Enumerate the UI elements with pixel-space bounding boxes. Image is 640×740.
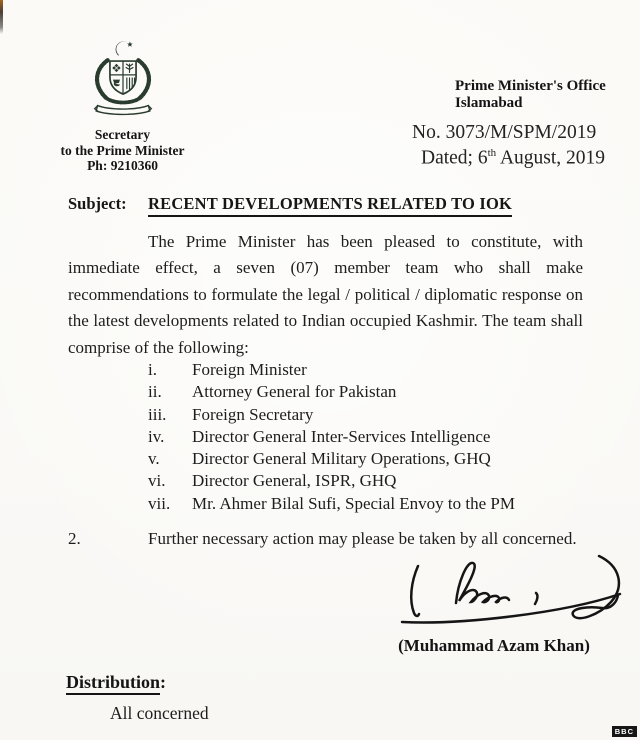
- letterhead-right: [455, 78, 606, 112]
- list-member: Director General Military Operations, GHQ: [192, 449, 491, 469]
- list-numeral: v.: [148, 449, 160, 469]
- list-numeral: i.: [148, 360, 157, 379]
- body-paragraph: The Prime Minister has been pleased to constitute, with immediate effect, a seven (07) member team who shall make recommendations to formulate the legal / political / diplomatic response on the latest developments related to Indian occupied Kashmir. The team shall comprise of the following:: [68, 232, 583, 357]
- date-text: August, 2019: [496, 147, 606, 169]
- distribution-heading: [66, 672, 166, 693]
- office-name: Prime Minister's Office: [455, 78, 606, 94]
- scan-edge-artifact: [0, 0, 3, 34]
- sender-line: Secretary: [94, 127, 151, 142]
- list-member: Director General, ISPR, GHQ: [192, 471, 397, 491]
- letterhead-left: [30, 38, 215, 174]
- list-member: Attorney General for Pakistan: [192, 382, 397, 402]
- list-item: [148, 427, 515, 449]
- bbc-watermark: BBC: [612, 726, 637, 738]
- list-numeral: ii.: [148, 382, 162, 402]
- list-member: Mr. Ahmer Bilal Sufi, Special Envoy to the PM: [192, 493, 515, 513]
- list-numeral: iii.: [148, 404, 167, 424]
- subject-title: RECENT DEVELOPMENTS RELATED TO IOK: [148, 194, 512, 217]
- date-ordinal: th: [487, 147, 497, 159]
- letter-date: [412, 143, 605, 169]
- sender-line: to the Prime Minister: [60, 142, 185, 158]
- list-item: [148, 471, 515, 493]
- list-member: Foreign Minister: [192, 360, 307, 379]
- office-city: Islamabad: [455, 95, 523, 111]
- reference-block: [412, 122, 605, 169]
- list-item: [148, 405, 515, 427]
- distribution-colon: :: [160, 672, 167, 692]
- paragraph-number: 2.: [68, 529, 81, 548]
- pakistan-emblem-icon: [76, 38, 170, 124]
- list-member: Foreign Secretary: [192, 404, 314, 424]
- list-item: [148, 494, 515, 516]
- handwritten-signature: [396, 550, 636, 634]
- list-numeral: vi.: [148, 471, 166, 491]
- list-item: [148, 449, 515, 471]
- list-numeral: vii.: [148, 493, 171, 513]
- date-text: Dated; 6: [421, 147, 488, 169]
- subject-row: [68, 194, 582, 217]
- signatory-name: (Muhammad Azam Khan): [398, 636, 590, 655]
- sender-phone: Ph: 9210360: [87, 158, 158, 173]
- list-item: [148, 360, 515, 382]
- list-member: Director General Inter-Services Intelligence: [192, 426, 491, 446]
- list-numeral: iv.: [148, 426, 165, 446]
- distribution-item: All concerned: [110, 703, 209, 723]
- sender-title-block: [30, 127, 215, 174]
- closing-paragraph: [68, 529, 584, 549]
- reference-number: No. 3073/M/SPM/2019: [412, 122, 597, 143]
- paragraph-text: Further necessary action may please be taken by all concerned.: [148, 529, 577, 548]
- distribution-label: Distribution: [66, 672, 160, 695]
- list-item: [148, 382, 515, 404]
- team-member-list: [148, 360, 515, 516]
- subject-label: Subject:: [68, 194, 127, 213]
